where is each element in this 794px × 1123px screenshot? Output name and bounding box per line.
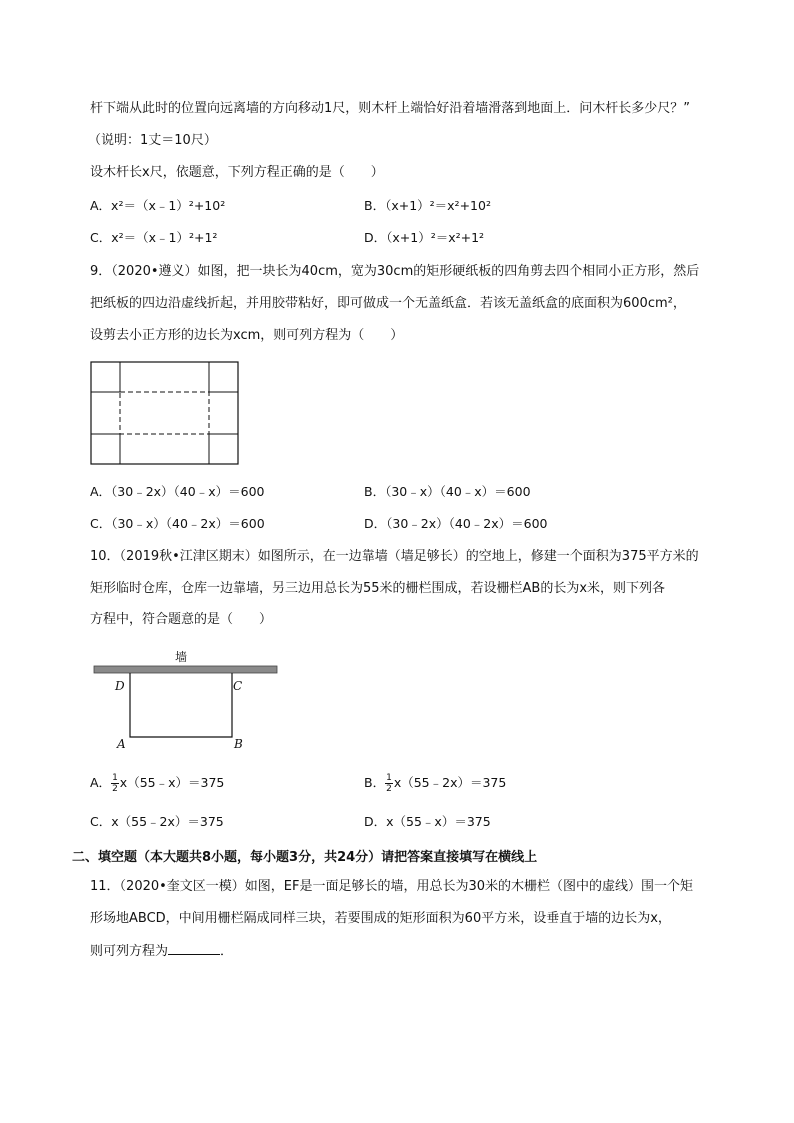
q10-option-b-fraction [385, 773, 393, 794]
q8-option-d: D．（x+1）²＝x²+1² [364, 230, 485, 245]
q10-option-c: C．x（55﹣2x）＝375 [90, 814, 224, 829]
q10-label-d: D [115, 679, 125, 693]
fraction-numerator: 1 [386, 773, 392, 783]
q11-stem-line3 [90, 942, 233, 961]
q9-stem-line3: 设剪去小正方形的边长为xcm，则可列方程为（ ） [90, 328, 404, 343]
q10-warehouse-figure [92, 646, 282, 756]
q10-label-b: B [234, 737, 243, 751]
q8-question: 设木杆长x尺，依题意，下列方程正确的是（ ） [90, 165, 384, 180]
q10-wall-label: 墙 [175, 650, 188, 664]
q8-note: （说明：1丈＝10尺） [88, 133, 217, 148]
q10-wall [94, 666, 277, 673]
q11-line3-suffix: ． [220, 944, 234, 959]
q8-option-c: C．x²＝（x﹣1）²+1² [90, 230, 218, 245]
q10-option-a-expression: x（55﹣x）＝375 [119, 775, 225, 790]
q10-stem-line3: 方程中，符合题意的是（ ） [90, 612, 273, 627]
q9-option-b: B．（30﹣x）（40﹣x）＝600 [364, 484, 531, 499]
q10-option-a [90, 773, 224, 794]
q10-fence [130, 673, 232, 737]
q8-option-b: B．（x+1）²＝x²+10² [364, 198, 491, 213]
q9-option-a: A．（30﹣2x）（40﹣x）＝600 [90, 484, 265, 499]
q11-line3-prefix: 则可列方程为 [90, 944, 169, 959]
q10-option-b [364, 773, 506, 794]
section2-heading: 二、填空题（本大题共8小题，每小题3分，共24分）请把答案直接填写在横线上 [72, 850, 538, 865]
q9-stem-line1: 9．（2020•遵义）如图，把一块长为40cm，宽为30cm的矩形硬纸板的四角剪去四个相同小正方形，然后 [90, 264, 700, 279]
q10-option-a-fraction [111, 773, 119, 794]
q10-stem-line1: 10．（2019秋•江津区期末）如图所示，在一边靠墙（墙足够长）的空地上，修建一个面积为375平方米的 [90, 549, 699, 564]
q9-option-d: D．（30﹣2x）（40﹣2x）＝600 [364, 516, 548, 531]
q11-answer-blank[interactable] [168, 942, 220, 955]
q8-stem-line1: 杆下端从此时的位置向远离墙的方向移动1尺，则木杆上端恰好沿着墙滑落到地面上．问木杆长多少尺？” [90, 101, 691, 116]
q9-cardboard-figure [90, 361, 240, 466]
q10-stem-line2: 矩形临时仓库，仓库一边靠墙，另三边用总长为55米的栅栏围成，若设栅栏AB的长为x米，则下列各 [90, 581, 666, 596]
fraction-denominator: 2 [386, 784, 392, 794]
q10-label-c: C [233, 679, 243, 693]
q11-stem-line2: 形场地ABCD，中间用栅栏隔成同样三块，若要围成的矩形面积为60平方米，设垂直于墙的边长为x， [90, 911, 671, 926]
q10-label-a: A [117, 737, 126, 751]
q10-option-b-prefix: B． [364, 775, 386, 790]
q9-stem-line2: 把纸板的四边沿虚线折起，并用胶带粘好，即可做成一个无盖纸盒．若该无盖纸盒的底面积为600cm²， [90, 296, 686, 311]
q10-option-d: D．x（55﹣x）＝375 [364, 814, 491, 829]
q9-fold-lines [120, 392, 209, 434]
fraction-denominator: 2 [112, 784, 118, 794]
q10-option-a-prefix: A． [90, 775, 112, 790]
q11-stem-line1: 11．（2020•奎文区一模）如图，EF是一面足够长的墙，用总长为30米的木栅栏（图中的虚线）围一个矩 [90, 879, 694, 894]
q8-option-a: A．x²＝（x﹣1）²+10² [90, 198, 226, 213]
q10-option-b-expression: x（55﹣2x）＝375 [393, 775, 507, 790]
fraction-numerator: 1 [112, 773, 118, 783]
q9-option-c: C．（30﹣x）（40﹣2x）＝600 [90, 516, 265, 531]
q9-board-outline [91, 362, 238, 464]
